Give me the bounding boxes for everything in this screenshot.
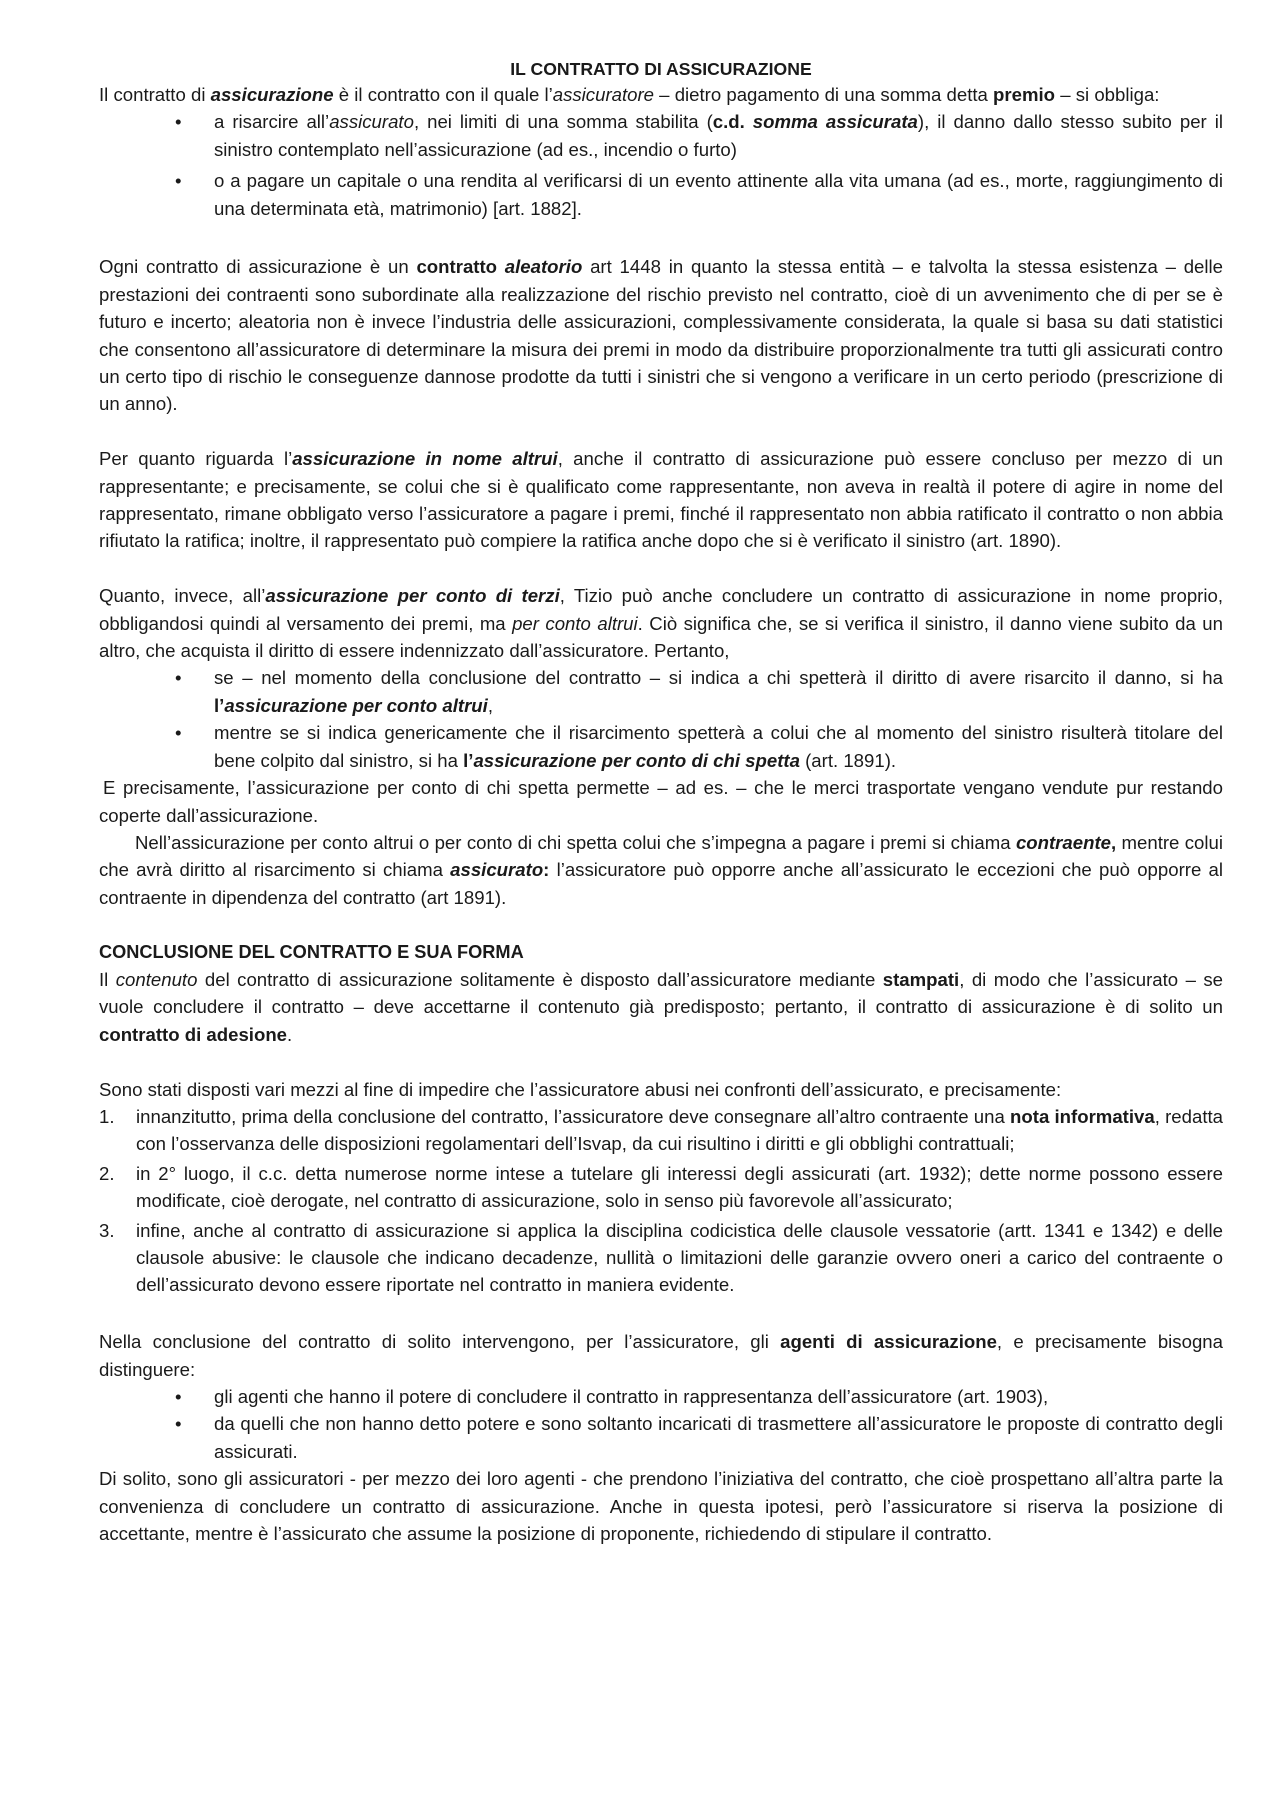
conto-terzi-paragraph: [99, 582, 1223, 664]
text-run: in 2° luogo, il c.c. detta numerose norme intese a tutelare gli interessi degli assicurati (art. 1932); dette norme possono essere modificate, cioè derogate, nel contratto di assicurazione, solo in senso più favorevole all’assicurato;: [136, 1162, 1223, 1212]
term-chi-spetta: assicurazione per conto di chi spetta: [473, 749, 800, 771]
text-run: Per quanto riguarda l’: [99, 448, 293, 470]
precisamente-paragraph: E precisamente, l’assicurazione per conto di chi spetta permette – ad es. – che le merci trasportate vengano vendute pur restando coperte dall’assicurazione.: [99, 777, 1223, 826]
text-run: Il: [99, 968, 116, 990]
obligations-list: [99, 108, 1223, 222]
list-item: [99, 1217, 1223, 1299]
text-run: l’: [463, 749, 474, 771]
list-item: [214, 664, 1223, 719]
text-run: , anche il contratto di assicurazione può essere concluso per mezzo di un rappresentante; e precisamente, se colui che si è qualificato come rappresentante, non aveva in realtà il potere di agire in nome del rappresentato, rimane obbligato verso l’assicuratore a pagare i premi, finché il rappresentato non abbia ratificato il contratto o non abbia rifiutato la ratifica; inoltre, il rappresentato può compiere la ratifica anche dopo che si è verificato il sinistro (art. 1890).: [99, 448, 1223, 552]
text-run: se – nel momento della conclusione del contratto – si indica a chi spetterà il diritto di avere risarcito il danno, si ha: [214, 667, 1223, 689]
term-contratto: contratto: [416, 256, 498, 278]
text-run: – si obbliga:: [1055, 84, 1160, 105]
text-run: , nei limiti di una somma stabilita (: [413, 111, 713, 133]
text-run: a risarcire all’: [214, 111, 330, 133]
term-somma-assicurata: somma assicurata: [744, 111, 918, 133]
text-run: Nell’assicurazione per conto altrui o per conto di chi spetta colui che s’impegna a pagare i premi si chiama: [135, 831, 1016, 853]
text-run: mentre colui che avrà diritto al risarcimento si chiama: [99, 831, 1223, 881]
aleatorio-paragraph: [99, 253, 1223, 417]
nome-altrui-paragraph: [99, 445, 1223, 555]
list-item: [214, 108, 1223, 163]
text-run: , e precisamente bisogna distinguere:: [99, 1331, 1223, 1380]
term-cd: c.d.: [712, 111, 745, 133]
term-stampati: stampati: [882, 968, 960, 990]
text-run: art 1448 in quanto la stessa entità – e talvolta la stessa esistenza – delle prestazioni dei contraenti sono subordinate alla realizzazione del rischio previsto nel contratto, cioè di un avvenimento che di per se è futuro e incerto; aleatoria non è invece l’industria delle assicurazioni, complessivamente considerata, la quale si basa su dati statistici che consentono all’assicuratore di determinare la misura dei premi in modo da distribuire proporzionalmente tra tutti gli assicurati contro un certo tipo di rischio le conseguenze dannose prodotte da tutti i sinistri che si vengono a verificare in un certo periodo (prescrizione di un anno).: [99, 256, 1223, 415]
mezzi-list: [99, 1103, 1223, 1299]
term-contenuto: contenuto: [115, 968, 198, 990]
term-nota-informativa: nota informativa: [1010, 1105, 1155, 1127]
text-run: .: [287, 1023, 293, 1045]
contraente-paragraph: [99, 829, 1223, 911]
text-run: (art. 1891).: [799, 749, 897, 771]
contenuto-paragraph: [99, 966, 1223, 1048]
text-run: . Ciò significa che, se si verifica il sinistro, il danno viene subito da un altro, che acquista il diritto di essere indennizzato dall’assicuratore. Pertanto,: [99, 612, 1223, 662]
agenti-paragraph: [99, 1328, 1223, 1383]
list-number: 2.: [99, 1162, 115, 1184]
agenti-list: [99, 1383, 1223, 1465]
list-item: [99, 1103, 1224, 1158]
intro-paragraph: [99, 81, 1223, 108]
text-run: Ogni contratto di assicurazione è un: [99, 256, 417, 278]
term-aleatorio: aleatorio: [497, 256, 583, 278]
text-run: l’: [214, 694, 225, 716]
term-per-conto-altrui: assicurazione per conto altrui: [224, 694, 488, 716]
document-title: IL CONTRATTO DI ASSICURAZIONE: [510, 59, 812, 79]
text-run: Il contratto di: [99, 84, 211, 105]
text-run: ,: [1111, 831, 1117, 853]
text-run: , di modo che l’assicurato – se vuole concludere il contratto – deve accettarne il contenuto già predisposto; pertanto, il contratto di assicurazione è di solito un: [99, 968, 1223, 1018]
text-run: o a pagare un capitale o una rendita al verificarsi di un evento attinente alla vita umana (ad es., morte, raggiungimento di una determinata età, matrimonio) [art. 1882].: [214, 170, 1223, 219]
text-run: , redatta con l’osservanza delle disposizioni regolamentari dell’Isvap, da cui risultino i diritti e gli obblighi contrattuali;: [136, 1105, 1224, 1155]
text-run: mentre se si indica genericamente che il risarcimento spetterà a colui che al momento del sinistro risulterà titolare del bene colpito dal sinistro, si ha: [214, 722, 1223, 771]
text-run: ,: [487, 694, 493, 716]
term-assicurato-bold: assicurato: [450, 859, 544, 881]
list-number: 3.: [99, 1219, 115, 1241]
term-assicurazione: assicurazione: [210, 84, 334, 105]
text-run: :: [543, 859, 550, 881]
list-item: [214, 719, 1223, 774]
text-run: del contratto di assicurazione solitamente è disposto dall’assicuratore mediante: [197, 968, 883, 990]
term-contratto-adesione: contratto di adesione: [99, 1023, 288, 1045]
text-run: , Tizio può anche concludere un contratto di assicurazione in nome proprio, obbligandosi quindi al versamento dei premi, ma: [99, 585, 1223, 634]
list-item: [214, 167, 1223, 222]
list-item: [99, 1160, 1223, 1215]
text-run: infine, anche al contratto di assicurazione si applica la disciplina codicistica delle clausole vessatorie (artt. 1341 e 1342) e delle clausole abusive: le clausole che indicano decadenze, nullità o limitazioni delle garanzie ovvero oneri a carico del contraente o dell’assicurato devono essere riportate nel contratto in maniera evidente.: [136, 1219, 1223, 1296]
term-nome-altrui: assicurazione in nome altrui: [292, 448, 558, 470]
term-conto-terzi: assicurazione per conto di terzi: [265, 585, 560, 607]
term-premio: premio: [993, 84, 1056, 105]
text-run: Quanto, invece, all’: [99, 585, 266, 607]
mezzi-intro: Sono stati disposti vari mezzi al fine di impedire che l’assicuratore abusi nei confronti dell’assicurato, e precisamente:: [99, 1078, 1062, 1100]
term-agenti: agenti di assicurazione: [780, 1331, 997, 1353]
text-run: – dietro pagamento di una somma detta: [654, 84, 994, 105]
text-run: ), il danno dallo stesso subito per il sinistro contemplato nell’assicurazione (ad es., incendio o furto): [214, 111, 1223, 160]
text-run: innanzitutto, prima della conclusione del contratto, l’assicuratore deve consegnare all’altro contraente una: [136, 1105, 1011, 1127]
text-run: Nella conclusione del contratto di solito intervengono, per l’assicuratore, gli: [99, 1331, 781, 1353]
term-assicuratore: assicuratore: [552, 84, 655, 105]
text-run: l’assicuratore può opporre anche all’assicurato le eccezioni che può opporre al contraente in dipendenza del contratto (art 1891).: [99, 859, 1223, 908]
term-assicurato: assicurato: [329, 111, 414, 133]
list-number: 1.: [99, 1105, 115, 1127]
finale-paragraph: Di solito, sono gli assicuratori - per mezzo dei loro agenti - che prendono l’iniziativa del contratto, che cioè prospettano all’altra parte la convenienza di concludere un contratto di assicurazione. Anche in questa ipotesi, però l’assicuratore si riserva la posizione di accettante, mentre è l’assicurato che assume la posizione di proponente, richiedendo di stipulare il contratto.: [99, 1468, 1223, 1545]
term-contraente: contraente: [1015, 831, 1111, 853]
term-conto-altrui: per conto altrui: [512, 612, 638, 634]
conto-list: [99, 664, 1223, 774]
list-item: • da quelli che non hanno detto potere e sono soltanto incaricati di trasmettere all’assicuratore le proposte di contratto degli assicurati.: [214, 1410, 1223, 1465]
list-item: • gli agenti che hanno il potere di concludere il contratto in rappresentanza dell’assicuratore (art. 1903),: [214, 1383, 1223, 1410]
section-heading: CONCLUSIONE DEL CONTRATTO E SUA FORMA: [99, 941, 524, 962]
text-run: è il contratto con il quale l’: [333, 84, 553, 105]
